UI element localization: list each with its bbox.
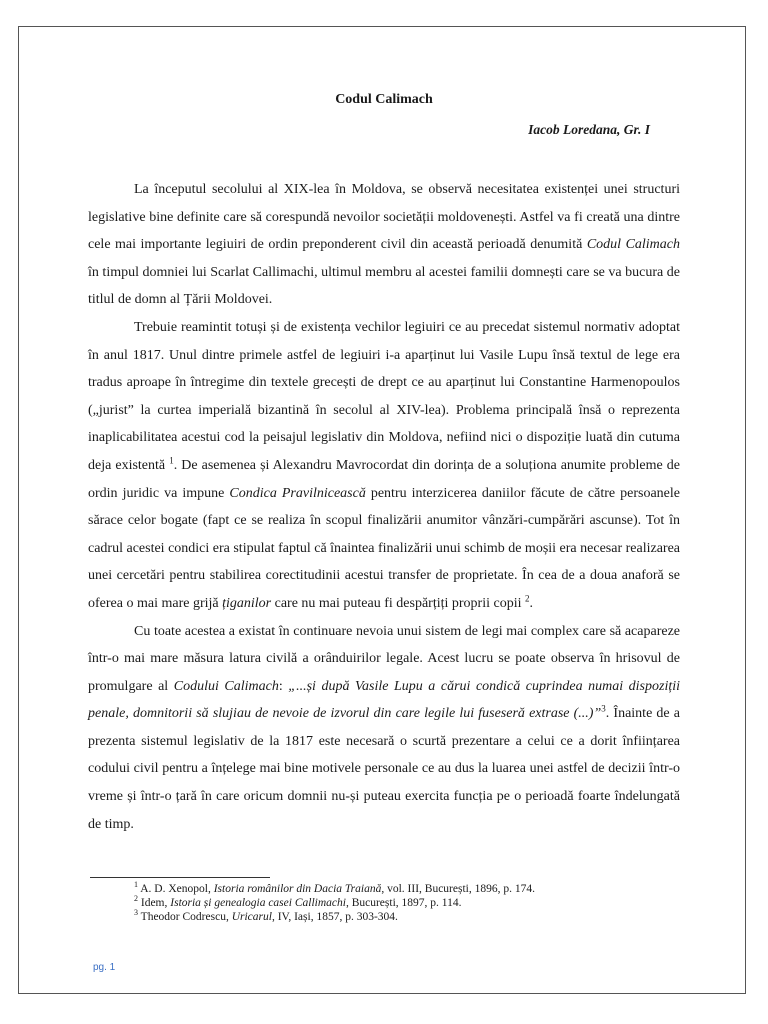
footnote-3 <box>134 910 694 924</box>
paragraph-1 <box>88 176 680 314</box>
footnote-2 <box>134 896 694 910</box>
p2-text-e: . <box>529 595 533 611</box>
footnote-number: 3 <box>134 908 138 918</box>
footnote-separator <box>90 877 270 878</box>
p2-text-c: pentru interzicerea daniilor făcute de către persoanele sărace celor bogate (fapt ce se realiza în scopul finalizării anumitor vânzări-cumpărări ascunse). Tot în cadrul acestei condici era stipulat faptul că înaintea finalizării unui schimb de moșii era necesar realizarea unei cercetări pentru stabilirea corectitudinii acestui transfer de proprietate. În cea de a doua anaforă se oferea o mai mare grijă <box>88 485 680 611</box>
p3-italic-quote: „...și după Vasile Lupu a cărui condică cuprindea numai dispoziții penale, domnitorii să slujiau de nevoie de izvorul din care legile lui fuseseră extrase (...)” <box>88 678 681 722</box>
footnotes <box>134 882 694 924</box>
footnote-1 <box>134 882 694 896</box>
p3-italic-codului: Codului Calimach <box>173 678 279 694</box>
footnote-ref-1[interactable]: 1 <box>169 455 174 466</box>
footnote-number: 2 <box>134 894 138 904</box>
footnote-italic: Istoria românilor din Dacia Traiană <box>213 883 382 895</box>
p1-italic-codul-calimach: Codul Calimach <box>586 237 681 253</box>
p1-text-b: în timpul domniei lui Scarlat Callimachi, ultimul membru al acestei familii domnești care se va bucura de titlul de domn al Țării Moldovei. <box>88 264 680 308</box>
footnote-italic: Istoria și genealogia casei Callimachi <box>170 897 346 909</box>
footnote-text: Idem, <box>140 897 171 909</box>
p3-text-a: Cu toate acestea a existat în continuare nevoia unui sistem de legi mai complex care să acapareze într-o mai mare măsura latura civilă a orânduirilor legale. Acest lucru se poate observa în hrisovul de promulgare al <box>88 623 680 694</box>
footnote-text: , IV, Iași, 1857, p. 303-304. <box>271 911 398 923</box>
footnote-text: A. D. Xenopol, <box>140 883 214 895</box>
page-number: pg. 1 <box>93 962 116 973</box>
p2-italic-tiganilor: țiganilor <box>222 595 272 611</box>
p2-text-b: . De asemenea și Alexandru Mavrocordat din dorința de a soluționa anumite probleme de ordin juridic va impune <box>88 457 680 501</box>
paragraph-2 <box>88 314 680 618</box>
p3-text-b: : <box>278 678 289 694</box>
document-title: Codul Calimach <box>335 92 433 107</box>
p2-text-a: Trebuie reamintit totuși și de existența vechilor legiuiri ce au precedat sistemul normativ adoptat în anul 1817. Unul dintre primele astfel de legiuiri i-a aparținut lui Vasile Lupu însă textul de lege era tradus aproape în întregime din textele grecești de drept ce au aparținut lui Constantine Harmenopoulos („jurist” la curtea imperială bizantină în secolul al XIV-lea). Problema principală însă o reprezenta inaplicabilitatea acestui cod la peisajul legislativ din Moldova, nefiind nici o dispoziție luată din cutuma deja existentă <box>88 319 680 473</box>
p2-italic-condica: Condica Pravilnicească <box>229 485 366 501</box>
footnote-text: Theodor Codrescu, <box>140 911 232 923</box>
footnote-text: , vol. III, București, 1896, p. 174. <box>381 883 535 895</box>
p1-text-a: La începutul secolului al XIX-lea în Moldova, se observă necesitatea existenței unei structuri legislative bine definite care să corespundă nevoilor societății moldovenești. Astfel va fi creată una dintre cele mai importante legiuiri de ordin preponderent civil din această perioadă denumită <box>88 182 680 253</box>
p2-text-d: care nu mai puteau fi despărțiți proprii copii <box>271 595 525 611</box>
footnote-number: 1 <box>134 880 138 890</box>
document-author: Iacob Loredana, Gr. I <box>528 122 650 137</box>
footnote-ref-3[interactable]: 3 <box>601 703 606 714</box>
footnote-ref-2[interactable]: 2 <box>524 593 530 604</box>
footnote-italic: Uricarul <box>231 911 272 923</box>
p3-text-c: . Înainte de a prezenta sistemul legislativ de la 1817 este necesară o scurtă prezentare a celui ce a dorit înființarea codului civil pentru a înțelege mai bine motivele personale ce au dus la luarea unei astfel de decizii într-o vreme și într-o țară în care oricum domnii nu-și puteau exercita funcția pe o perioadă foarte îndelungată de timp. <box>88 706 681 832</box>
footnote-text: , București, 1897, p. 114. <box>345 897 462 909</box>
paragraph-3 <box>88 618 680 839</box>
document-body <box>88 176 680 838</box>
